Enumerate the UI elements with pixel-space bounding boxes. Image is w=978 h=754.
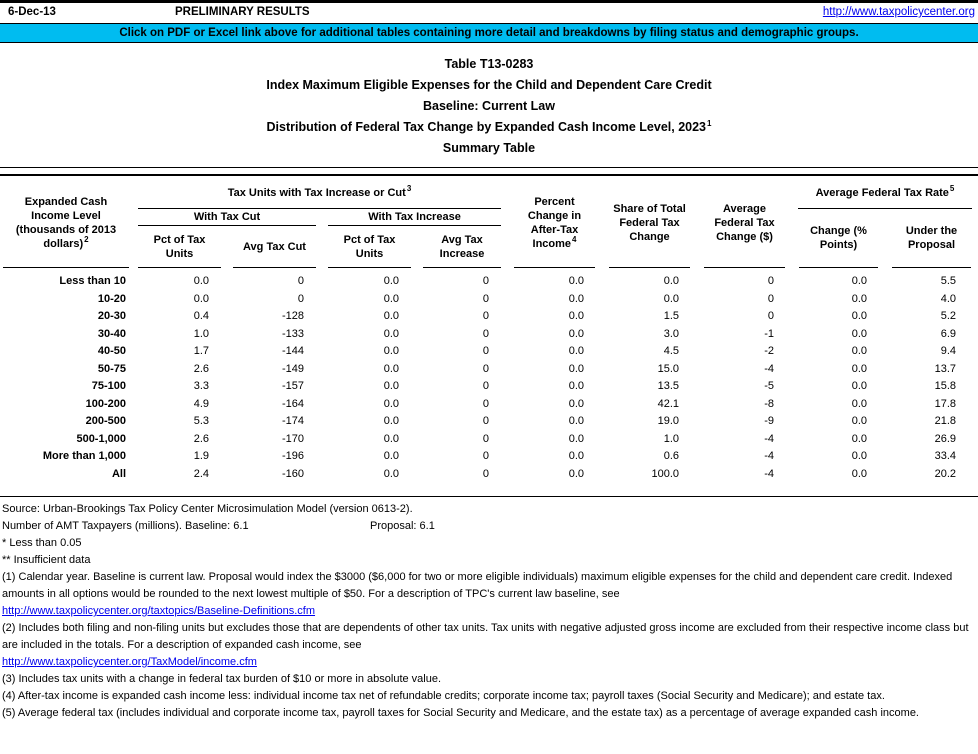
footnote-5: (5) Average federal tax (includes individual and corporate income tax, payroll taxes for Social Security and Medicare, and the estate tax) as a percentage of average expanded cash income. (2, 707, 919, 719)
col-header-share-total-change: Share of Total Federal Tax Change (609, 178, 690, 268)
table-cell: 0.0 (383, 362, 399, 375)
table-cell: 9.4 (940, 345, 956, 357)
col-group-with-tax-increase: With Tax Increase (328, 209, 501, 226)
table-row (0, 326, 978, 344)
table-cell: -196 (281, 450, 304, 462)
title-line-1: Table T13-0283 (444, 57, 534, 71)
table-cell: 0.0 (383, 275, 399, 287)
col-header-pct-units-cut: Pct of Tax Units (138, 226, 221, 268)
col-header-under-the-proposal: Under the Proposal (892, 209, 971, 268)
table-cell: 17.8 (934, 397, 956, 410)
row-label: More than 1,000 (42, 450, 126, 462)
banner (0, 23, 978, 43)
table-cell: 0.0 (383, 432, 399, 445)
col-header-avg-tax-increase: Avg Tax Increase (423, 226, 501, 268)
table-cell: 0.0 (383, 345, 399, 357)
title-line-4: Distribution of Federal Tax Change by Expanded Cash Income Level, 2023$^1$ (266, 118, 712, 134)
table-row (0, 448, 978, 466)
table-cell: 0.0 (193, 275, 209, 287)
footnotes (0, 497, 978, 722)
amt-baseline-label: Number of AMT Taxpayers (millions). Baseline: 6.1 (2, 520, 249, 532)
row-label: 75-100 (91, 380, 126, 392)
table-row (0, 466, 978, 484)
taxpolicycenter-link[interactable]: http://www.taxpolicycenter.org (822, 6, 975, 18)
table-cell: 15.0 (657, 362, 679, 375)
table-top-border (0, 167, 978, 176)
table-cell: 0 (482, 292, 489, 305)
table-row (0, 291, 978, 309)
table-cell: -170 (281, 432, 304, 445)
table-cell: 0.0 (568, 345, 584, 357)
col-header-pct-change-after-tax-income: Percent Change in After-Tax Income$^4$ (514, 178, 595, 268)
col-header-pct-units-increase: Pct of Tax Units (328, 226, 411, 268)
row-label: Less than 10 (59, 275, 126, 287)
footnote-less-than: * Less than 0.05 (2, 537, 82, 549)
table-cell: 0.0 (851, 327, 867, 340)
footnote-amt-taxpayers (2, 518, 976, 535)
row-label: 100-200 (85, 397, 126, 410)
amt-proposal-label: Proposal: 6.1 (370, 520, 435, 532)
row-label: 50-75 (97, 362, 126, 375)
table-cell: 0 (767, 310, 774, 322)
table-cell: 1.5 (663, 310, 679, 322)
footnote-1: (1) Calendar year. Baseline is current law. Proposal would index the $3000 ($6,000 for two or more eligible individuals) maximum eligible expenses for the child and dependent care credit. Indexed amounts in all options would be rounded to the next lowest multiple of $50. For a description of TPC's current law baseline, see (2, 571, 953, 600)
table-cell: -174 (281, 415, 304, 427)
income-definition-link[interactable]: http://www.taxpolicycenter.org/TaxModel/income.cfm (2, 656, 257, 668)
row-label: 30-40 (97, 327, 126, 340)
table-cell: -164 (281, 397, 304, 410)
table-cell: 0.0 (851, 345, 867, 357)
table-cell: 0 (482, 275, 489, 287)
table-row (0, 378, 978, 396)
row-label: 200-500 (85, 415, 126, 427)
banner-text: Click on PDF or Excel link above for additional tables containing more detail and breakdowns by filing status and demographic groups. (119, 27, 859, 39)
table-cell: 0.0 (568, 397, 584, 410)
footnote-2: (2) Includes both filing and non-filing units but excludes those that are dependents of other tax units. Tax units with negative adjusted gross income are excluded from their respective income class but are included in the totals. For a description of expanded cash income, see (2, 622, 969, 651)
table-cell: 0.0 (568, 275, 584, 287)
table-cell: 33.4 (934, 450, 956, 462)
footnote-insufficient-data: ** Insufficient data (2, 554, 91, 566)
table-cell: 0.0 (851, 362, 867, 375)
table-cell: -149 (281, 362, 304, 375)
table-cell: 19.0 (657, 415, 679, 427)
table-cell: 0.0 (383, 450, 399, 462)
table-cell: 0.0 (568, 380, 584, 392)
table-row (0, 308, 978, 326)
table-row (0, 361, 978, 379)
table-cell: 0.0 (383, 327, 399, 340)
table-cell: 4.9 (193, 397, 209, 410)
row-label: 40-50 (97, 345, 126, 357)
top-bar (0, 3, 978, 23)
table-cell: -160 (281, 467, 304, 480)
table-cell: -144 (281, 345, 304, 357)
table-cell: 0 (482, 310, 489, 322)
table-cell: -5 (764, 380, 774, 392)
baseline-definitions-link[interactable]: http://www.taxpolicycenter.org/taxtopics/Baseline-Definitions.cfm (2, 605, 316, 617)
row-label: 500-1,000 (76, 432, 126, 445)
table-cell: 0 (297, 292, 304, 305)
col-header-avg-tax-cut: Avg Tax Cut (233, 226, 316, 268)
table-cell: 0 (482, 380, 489, 392)
table-cell: 0 (482, 432, 489, 445)
table-bottom-border (0, 483, 978, 497)
table-cell: 0.0 (851, 275, 867, 287)
table-row (0, 343, 978, 361)
table-cell: 0.0 (383, 310, 399, 322)
table-row (0, 431, 978, 449)
table-cell: 1.0 (193, 327, 209, 340)
table-cell: 0.0 (851, 397, 867, 410)
table-cell: 0.0 (851, 415, 867, 427)
table-cell: 0.0 (851, 450, 867, 462)
table-cell: 26.9 (934, 432, 956, 445)
title-line-2: Index Maximum Eligible Expenses for the Child and Dependent Care Credit (266, 78, 712, 92)
title-block (0, 43, 978, 159)
table-cell: 0.6 (663, 450, 679, 462)
table-cell: 0.0 (568, 450, 584, 462)
title-line-5: Summary Table (442, 141, 536, 155)
table-cell: 0.0 (383, 397, 399, 410)
table-cell: 42.1 (657, 397, 679, 410)
table-cell: 1.7 (193, 345, 209, 357)
col-header-income-level: Expanded Cash Income Level (thousands of 2013 dollars)$^2$ (3, 178, 129, 268)
row-label: 10-20 (97, 292, 126, 305)
date-label: 6-Dec-13 (8, 6, 56, 18)
table-cell: 2.6 (193, 362, 209, 375)
col-header-avg-federal-tax-change: Average Federal Tax Change ($) (704, 178, 785, 268)
table-cell: -1 (764, 327, 774, 340)
table-cell: 13.5 (657, 380, 679, 392)
table-cell: 0.0 (568, 432, 584, 445)
table-cell: 0 (297, 275, 304, 287)
table-cell: 0.0 (851, 380, 867, 392)
table-row (0, 396, 978, 414)
table-cell: 2.6 (193, 432, 209, 445)
table-cell: 0 (482, 345, 489, 357)
table-cell: 3.3 (193, 380, 209, 392)
table-cell: 0 (482, 327, 489, 340)
table-cell: 0.0 (568, 310, 584, 322)
footnote-3: (3) Includes tax units with a change in federal tax burden of $10 or more in absolute value. (2, 673, 442, 685)
table-cell: 0 (482, 467, 489, 480)
footnote-4: (4) After-tax income is expanded cash income less: individual income tax net of refundable credits; corporate income tax; payroll taxes (Social Security and Medicare); and estate tax. (2, 690, 885, 702)
table-cell: 20.2 (934, 467, 956, 480)
table-cell: 5.2 (940, 310, 956, 322)
footnote-2-link-line (2, 654, 976, 671)
table-cell: 15.8 (934, 380, 956, 392)
table-cell: -4 (764, 362, 774, 375)
table-cell: 0.0 (568, 327, 584, 340)
table-cell: 0.4 (193, 310, 209, 322)
table-cell: -8 (764, 397, 774, 410)
table-cell: 0 (482, 415, 489, 427)
table-cell: -157 (281, 380, 304, 392)
table-cell: 0.0 (383, 467, 399, 480)
table-cell: 100.0 (651, 467, 679, 480)
table-cell: 0.0 (383, 292, 399, 305)
table-cell: 0.0 (193, 292, 209, 305)
table-cell: 0.0 (851, 432, 867, 445)
table-cell: 6.9 (940, 327, 956, 340)
table-cell: -9 (764, 415, 774, 427)
table-cell: 4.0 (940, 292, 956, 305)
col-group-tax-units: Tax Units with Tax Increase or Cut$^3$ (138, 178, 501, 209)
col-header-rate-change-points: Change (% Points) (799, 209, 878, 268)
table-cell: 2.4 (193, 467, 209, 480)
table-cell: 0.0 (568, 467, 584, 480)
footnote-source: Source: Urban-Brookings Tax Policy Center Microsimulation Model (version 0613-2). (2, 503, 413, 515)
table-cell: 1.9 (193, 450, 209, 462)
table-cell: 21.8 (934, 415, 956, 427)
table-cell: 0 (482, 362, 489, 375)
table-cell: 0.0 (851, 292, 867, 305)
row-label: 20-30 (97, 310, 126, 322)
table-cell: 5.3 (193, 415, 209, 427)
table-cell: 0 (482, 397, 489, 410)
table-cell: 0.0 (383, 415, 399, 427)
table-cell: 0.0 (851, 467, 867, 480)
col-group-avg-federal-tax-rate: Average Federal Tax Rate$^5$ (798, 178, 972, 209)
summary-table (0, 167, 978, 497)
table-cell: -4 (764, 450, 774, 462)
table-row (0, 413, 978, 431)
table-cell: 0.0 (851, 310, 867, 322)
table-cell: 13.7 (934, 362, 956, 375)
table-body (0, 268, 978, 483)
table-cell: -133 (281, 327, 304, 340)
table-row (0, 273, 978, 291)
table-cell: 0.0 (568, 415, 584, 427)
table-cell: 0.0 (663, 292, 679, 305)
table-header (0, 176, 978, 268)
col-group-with-tax-cut: With Tax Cut (138, 209, 316, 226)
table-cell: 5.5 (940, 275, 956, 287)
title-line-3: Baseline: Current Law (423, 99, 555, 113)
table-cell: 4.5 (663, 345, 679, 357)
table-cell: 1.0 (663, 432, 679, 445)
preliminary-results-label: PRELIMINARY RESULTS (175, 6, 310, 18)
footnote-1-link-line (2, 603, 976, 620)
table-cell: -4 (764, 432, 774, 445)
table-cell: 0.0 (568, 362, 584, 375)
table-cell: -2 (764, 345, 774, 357)
table-cell: 0.0 (568, 292, 584, 305)
table-cell: 3.0 (663, 327, 679, 340)
table-cell: -4 (764, 467, 774, 480)
table-cell: 0.0 (383, 380, 399, 392)
table-cell: 0 (482, 450, 489, 462)
table-cell: 0 (767, 292, 774, 305)
table-cell: 0.0 (663, 275, 679, 287)
row-label: All (111, 467, 126, 480)
table-cell: -128 (281, 310, 304, 322)
table-cell: 0 (767, 275, 774, 287)
